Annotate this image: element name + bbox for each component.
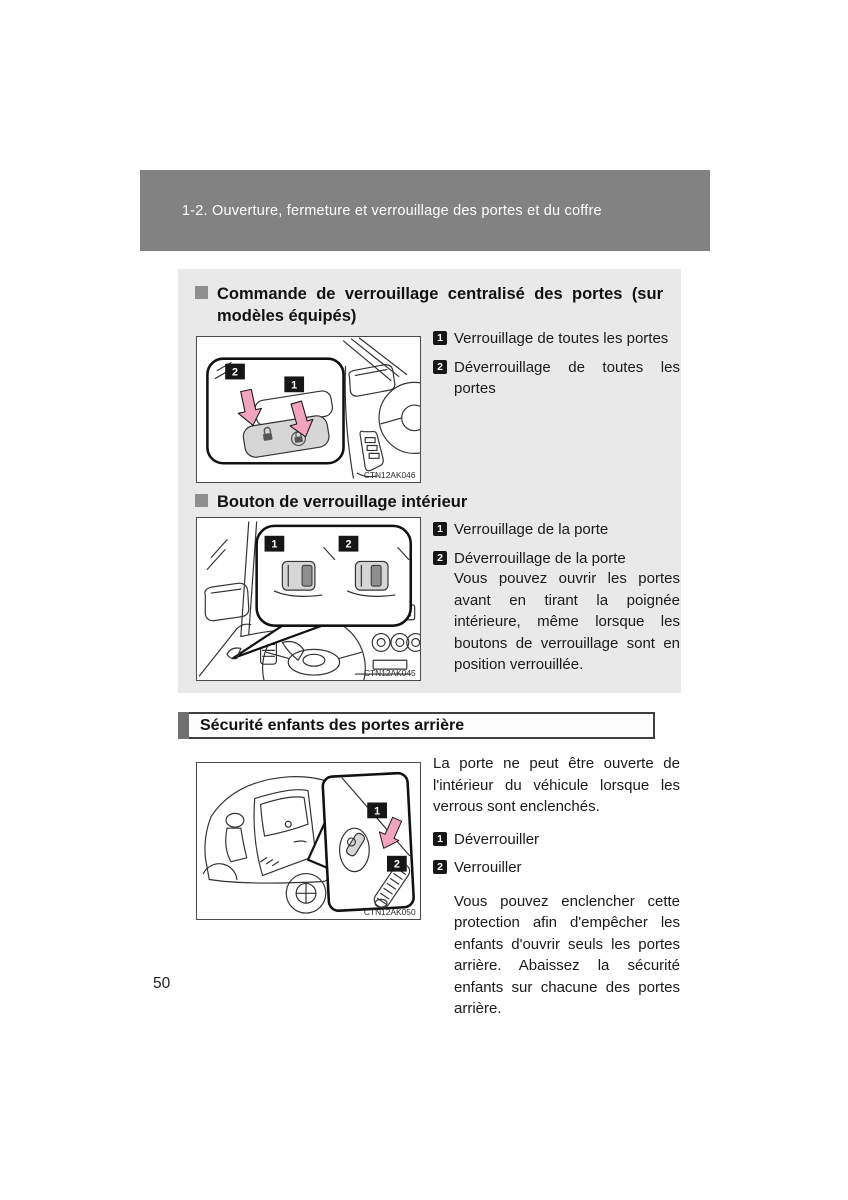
figure3-callout-1: [367, 802, 387, 818]
child-safety-title: Sécurité enfants des portes arrière: [200, 716, 465, 734]
svg-text:1: 1: [291, 379, 298, 392]
chapter-header-bar: [140, 170, 710, 251]
figure-central-lock-switch: [196, 336, 421, 483]
section1-heading-text: Commande de verrouillage centralisé des portes (sur modèles équipés): [217, 285, 663, 325]
section2-heading: [195, 491, 663, 513]
list-item: [433, 829, 680, 851]
figure2-code: CTN12AK045: [363, 668, 416, 679]
svg-text:2: 2: [231, 366, 239, 379]
svg-text:2: 2: [393, 858, 400, 871]
figure-interior-lock-button: [196, 517, 421, 681]
svg-text:2: 2: [345, 538, 352, 551]
figure1-callout-1: [284, 376, 304, 392]
item-text: Verrouillage de la porte: [454, 521, 609, 538]
figure3-callout-2: [387, 856, 407, 872]
figure3-code: CTN12AK050: [363, 907, 416, 918]
item-text: Déverrouiller: [454, 830, 540, 848]
page-number: 50: [153, 975, 171, 992]
figure-child-safety-lock: [196, 762, 421, 920]
titlebar-tab: [178, 712, 189, 739]
section1-heading: [195, 283, 663, 327]
list-item: [433, 548, 680, 570]
central-lock-switch-illustration: [197, 337, 420, 482]
callout-badge-2: 2: [433, 551, 447, 565]
item-text: Verrouillage de toutes les portes: [454, 330, 669, 347]
chapter-title: 1-2. Ouverture, fermeture et verrouillage des portes et du coffre: [182, 202, 602, 219]
svg-text:1: 1: [271, 538, 278, 551]
figure1-code: CTN12AK046: [363, 470, 416, 481]
figure2-callout-2: [339, 536, 359, 552]
callout-badge-1: 1: [433, 522, 447, 536]
child-safety-titlebar: [178, 712, 655, 739]
section1-items: [433, 328, 680, 407]
square-bullet-icon: [195, 286, 208, 299]
square-bullet-icon: [195, 494, 208, 507]
child-safety-lock-illustration: [197, 763, 420, 919]
callout-badge-1: 1: [433, 832, 447, 846]
callout-badge-2: 2: [433, 360, 447, 374]
section2-heading-text: Bouton de verrouillage intérieur: [217, 493, 468, 511]
interior-lock-button-illustration: [197, 518, 420, 680]
figure2-callout-1: [265, 536, 285, 552]
list-item: [433, 357, 680, 400]
list-item: [433, 857, 680, 879]
figure1-callout-2: [225, 364, 245, 380]
child-safety-content: [433, 753, 680, 1020]
child-safety-note: Vous pouvez enclencher cette protection afin d'empêcher les enfants d'ouvrir seuls les portes arrière. Abaissez la sécurité enfants sur chacune des portes arrière.: [454, 892, 680, 1017]
item-text: Déverrouillage de toutes les portes: [454, 358, 680, 397]
item-text: Déverrouillage de la porte: [454, 549, 626, 567]
callout-badge-2: 2: [433, 860, 447, 874]
child-safety-intro: La porte ne peut être ouverte de l'intérieur du véhicule lorsque les verrous sont enclenchés.: [433, 755, 680, 815]
list-item: [433, 328, 680, 350]
list-item: [433, 519, 680, 541]
item-text: Verrouiller: [454, 859, 522, 876]
svg-text:1: 1: [374, 805, 381, 818]
section2-note: Vous pouvez ouvrir les portes avant en tirant la poignée intérieure, même lorsque les boutons de verrouillage sont en position verrouillée.: [454, 570, 680, 673]
callout-badge-1: 1: [433, 331, 447, 345]
